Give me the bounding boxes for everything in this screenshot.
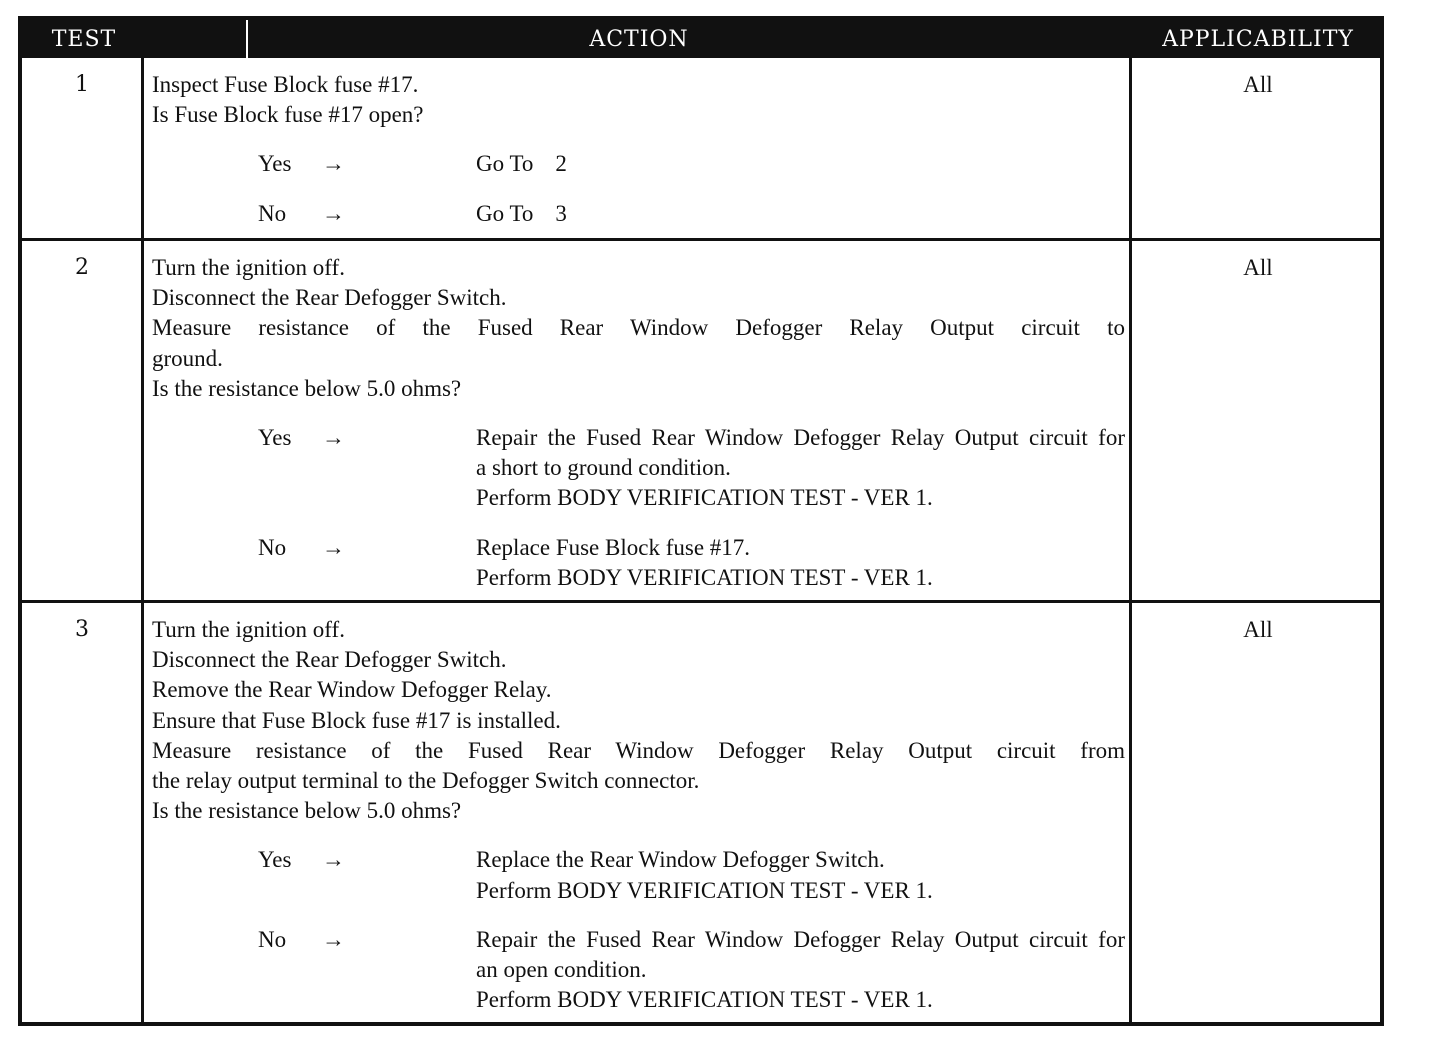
- action-line: Disconnect the Rear Defogger Switch.: [152, 647, 507, 673]
- result-line: Repair the Fused Rear Window Defogger Relay Output circuit for: [476, 926, 1125, 952]
- yes-label: Yes: [258, 425, 292, 451]
- test-number: 3: [75, 617, 89, 642]
- table-row: [22, 58, 1380, 240]
- goto-target: 2: [555, 151, 567, 177]
- result-line: Replace Fuse Block fuse #17.: [476, 534, 751, 560]
- arrow-icon: →: [322, 151, 345, 177]
- no-label: No: [258, 926, 287, 952]
- yes-branch: [258, 845, 1125, 905]
- yes-branch: [258, 149, 1125, 179]
- action-line: Disconnect the Rear Defogger Switch.: [152, 285, 507, 311]
- result-line: Repair the Fused Rear Window Defogger Relay Output circuit for: [476, 425, 1125, 451]
- header-applicability: APPLICABILITY: [1162, 27, 1354, 52]
- result-line: Perform BODY VERIFICATION TEST - VER 1.: [476, 987, 933, 1013]
- yes-label: Yes: [258, 151, 292, 177]
- table-row: [22, 600, 1380, 1022]
- action-line: Measure resistance of the Fused Rear Window Defogger Relay Output circuit from: [152, 737, 1125, 763]
- result-line: Perform BODY VERIFICATION TEST - VER 1.: [476, 564, 933, 590]
- action-line: Turn the ignition off.: [152, 255, 345, 280]
- result-line: a short to ground condition.: [476, 455, 731, 481]
- yes-label: Yes: [258, 847, 292, 873]
- action-cell: [152, 615, 1125, 1015]
- test-number: 1: [75, 72, 89, 97]
- action-line: Remove the Rear Window Defogger Relay.: [152, 677, 552, 703]
- action-line: Is the resistance below 5.0 ohms?: [152, 375, 462, 401]
- no-label: No: [258, 200, 287, 226]
- arrow-icon: →: [322, 425, 345, 451]
- no-branch: [258, 199, 1125, 229]
- action-cell: [152, 70, 1125, 229]
- arrow-icon: →: [322, 200, 345, 226]
- applicability-cell: All: [1243, 617, 1273, 642]
- goto-label: Go To: [476, 151, 534, 177]
- action-line: Measure resistance of the Fused Rear Window Defogger Relay Output circuit to: [152, 315, 1125, 341]
- table-header: [22, 20, 1380, 58]
- action-line: Turn the ignition off.: [152, 617, 345, 642]
- header-test: TEST: [51, 27, 117, 52]
- no-branch: [258, 925, 1125, 1016]
- action-line: Ensure that Fuse Block fuse #17 is installed.: [152, 707, 561, 733]
- result-line: Perform BODY VERIFICATION TEST - VER 1.: [476, 485, 933, 511]
- no-branch: [258, 533, 1125, 593]
- result-line: an open condition.: [476, 957, 647, 983]
- action-line: Is the resistance below 5.0 ohms?: [152, 798, 462, 824]
- goto-label: Go To: [476, 200, 534, 226]
- yes-branch: [258, 423, 1125, 514]
- action-line: Inspect Fuse Block fuse #17.: [152, 72, 419, 97]
- action-cell: [152, 253, 1125, 593]
- applicability-cell: All: [1243, 255, 1273, 280]
- action-line: the relay output terminal to the Defogger Switch connector.: [152, 768, 700, 794]
- arrow-icon: →: [322, 847, 345, 873]
- result-line: Perform BODY VERIFICATION TEST - VER 1.: [476, 877, 933, 903]
- result-line: Replace the Rear Window Defogger Switch.: [476, 847, 885, 873]
- table-row: [22, 238, 1380, 602]
- no-label: No: [258, 534, 287, 560]
- action-line: ground.: [152, 345, 223, 371]
- goto-target: 3: [555, 200, 567, 226]
- applicability-cell: All: [1243, 72, 1273, 97]
- action-line: Is Fuse Block fuse #17 open?: [152, 102, 424, 128]
- test-number: 2: [75, 255, 89, 280]
- header-action: ACTION: [589, 27, 689, 52]
- arrow-icon: →: [322, 926, 345, 952]
- arrow-icon: →: [322, 534, 345, 560]
- diagnostic-test-table: [18, 16, 1384, 1026]
